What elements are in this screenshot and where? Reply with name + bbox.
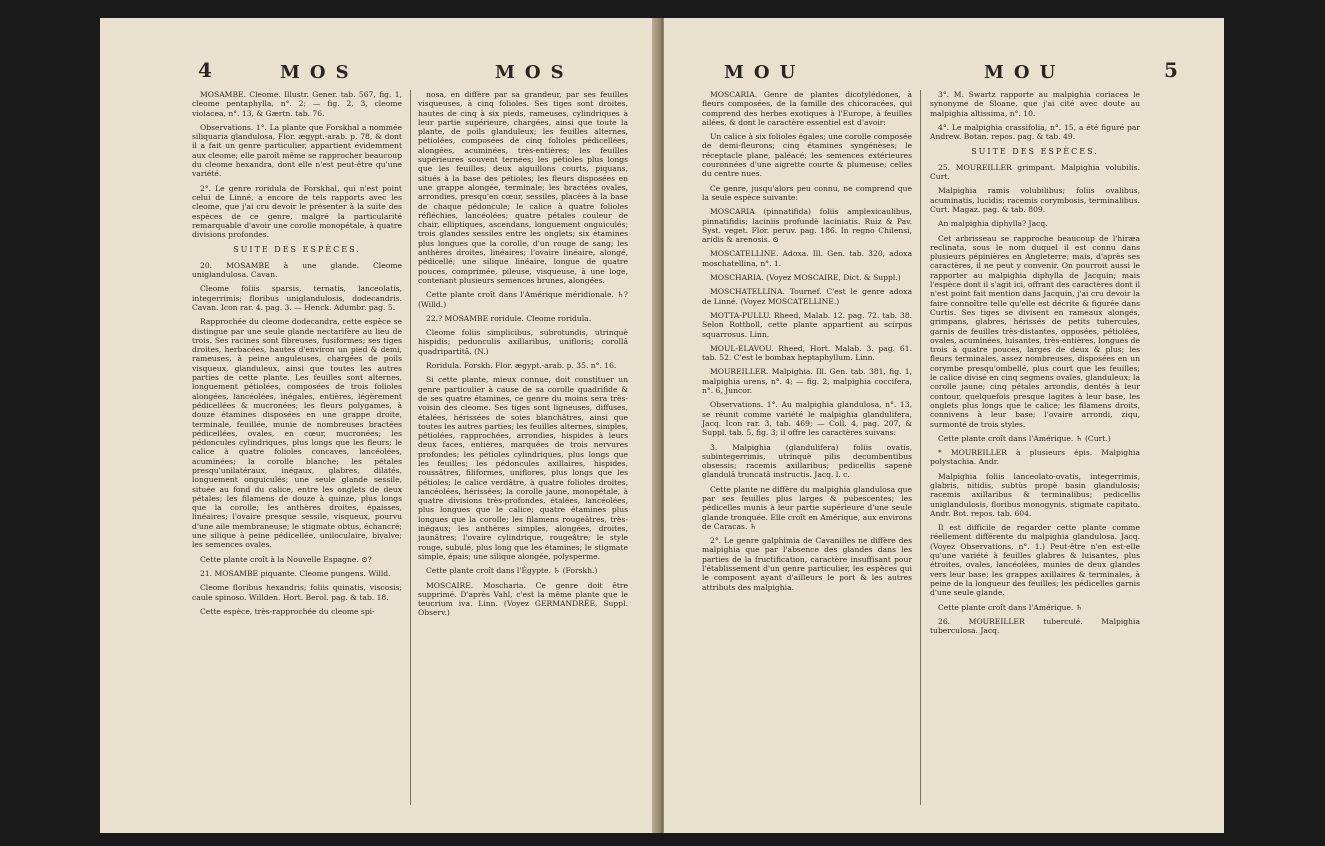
book-spread [100, 18, 1224, 833]
paragraph: Rapprochée du cleome dodecandra, cette espèce se distingue par une seule glande nectarifère au lieu de trois. Ses racines sont fibreuses, fusiformes; ses tiges droites, herbacées, hautes d'environ un pied & demi, rameuses, à peine anguleuses, chargées de poils visqueux, glanduleux, ainsi que toutes les autres parties de cette plante. Les feuilles sont alternes, longuement pétiolées, composées de trois folioles alongées, lancéolées, inégales, entières, légèrement pédicellées & mucronées; les fleurs polygames, à douze étamines disposées en une grappe droite, terminale, feuillée, munie de nombreuses bractées pédicellées, ovales, en cœur, mucronées; les pédoncules cylindriques, plus longs que les fleurs; le calice à quatre folioles concaves, lancéolées, acuminées; la corolle blanche; les pétales presqu'unilatéraux, inégaux, glabres, dilatés, longuement onguiculés; une seule glande sessile, située au fond du calice, entre les onglets de deux pétales; les filamens de douze à quinze, plus longs que la corolle; les anthères droites, épaisses, linéaires; l'ovaire presque sessile, visqueux, pourvu d'une aile membraneuse; le stigmate obtus, échancré; une silique à peine pédicellée, uniloculaire, bivalve; les semences ovales. [192, 317, 402, 550]
paragraph: Cleome foliis simplicibus, subrotundis, utrinquè hispidis; pedunculis axillaribus, unifloris; corollâ quadripartitâ. (N.) [418, 328, 628, 356]
paragraph: Cette plante croît dans l'Égypte. ♄ (Forskh.) [426, 566, 598, 576]
paragraph: 2°. Le genre galphimia de Cavanilles ne diffère des malpighia que par l'absence des glandes dans les parties de la fructification, caractère insuffisant pour l'établissement d'un genre particulier, les espèces qui le composent ayant d'ailleurs le port & les autres attributs des malpighia. [702, 536, 912, 592]
right-page [664, 18, 1224, 833]
paragraph: MOSCATELLINE. Adoxa. Ill. Gen. tab. 320, adoxa moschatellina, n°. 1. [702, 249, 912, 268]
paragraph: Malpighia ramis volubilibus; foliis ovalibus, acuminatis, lucidis; racemis corymbosis, terminalibus. Curt. Magaz. pag. & tab. 809. [930, 186, 1140, 214]
paragraph: Observations. 1°. La plante que Forskhal a nommée siliquaria glandulosa, Flor. ægypt.-arab. p. 78, & dont il a fait un genre particulier, appartient évidemment aux cleome; elle paroît même se rapprocher beaucoup du cleome hexandra, dont elle n'est peut-être qu'une variété. [192, 122, 402, 179]
paragraph: Cette plante croît dans l'Amérique. ♄ [938, 602, 1083, 612]
paragraph: MOSCARIA. Genre de plantes dicotylédones, à fleurs composées, de la famille des chicoracées, qui comprend des herbes exotiques à l'Europe, à feuilles ailées, & dont le caractère essentiel est d'avoir: [702, 90, 912, 127]
right-column-1 [702, 90, 912, 597]
paragraph: Cleome foliis sparsis, ternatis, lanceolatis, integerrimis; floribus uniglandulosis, dodecandris. Cavan. Icon rar. 4. pag. 3. — Henck. Adumbr. pag. 5. [192, 284, 402, 312]
paragraph: Si cette plante, mieux connue, doit constituer un genre particulier à cause de sa corolle quadrifide & de ses quatre étamines, ce genre du moins sera très-voisin des cleome. Ses tiges sont ligneuses, diffuses, étalées, hérissées de soies blanchâtres, ainsi que toutes les autres parties; les feuilles alternes, simples, pétiolées, rapprochées, arrondies, hispides à leurs deux faces, entières, marquées de trois nervures profondes; les pétioles cylindriques, plus longs que les feuilles; les pédoncules axillaires, hispides, roussâtres, filiformes, uniflores, plus longs que les pétioles; le calice verdâtre, à quatre folioles droites, lancéolées, hérissées; la corolle jaune, monopétale, à quatre divisions très-profondes, étalées, lancéolées, plus longues que le calice; quatre étamines plus longues que la corolle; les filamens rougeâtres, très-inégaux; les anthères simples, alongées, droites, jaunâtres; l'ovaire cylindrique, rougeâtre; le style rouge, subulé, plus long que les étamines; le stigmate simple, épais; une silique alongée, polysperme. [418, 375, 628, 561]
section-heading: SUITE DES ESPÈCES. [233, 245, 361, 255]
section-heading: SUITE DES ESPÈCES. [971, 147, 1099, 157]
paragraph: Cette plante ne diffère du malpighia glandulosa que par ses feuilles plus larges & pubescentes; les pédicelles munis à leur partie supérieure d'une seule glande tronquée. Elle croît en Amérique, aux environs de Caracas. ♄ [702, 484, 912, 531]
paragraph: 2°. Le genre roridula de Forskhal, qui n'est point celui de Linné, a encore de tels rapports avec les cleome, que j'ai cru devoir le présenter à la suite des espèces de ce genre, malgré la particularité remarquable d'avoir une corolle monopétale, à quatre divisions profondes. [192, 183, 402, 240]
paragraph: 25. MOUREILLER grimpant. Malpighia volubilis. Curt. [930, 162, 1140, 182]
paragraph: MOSCARIA (pinnatifida) foliis amplexicaulibus, pinnatifidis; laciniis profundè laciniatis. Ruiz & Pav. Syst. veget. Flor. peruv. pag. 186. In regno Chilensi, aridis & arenosis. ⊙ [702, 207, 912, 245]
running-head-left-1: MOS [280, 62, 359, 83]
paragraph: Cette plante croît dans l'Amérique. ♄ (Curt.) [938, 433, 1111, 443]
paragraph: MOSCHATELLINA. Tournef. C'est le genre adoxa de Linné. (Voyez MOSCATELLINE.) [702, 287, 912, 306]
paragraph: Un calice à six folioles égales; une corolle composée de demi-fleurons; cinq étamines syngénèses; le réceptacle plane, paléacé; les semences extérieures couronnées d'une aigrette courte & plumeuse; celles du centre nues. [702, 132, 913, 179]
paragraph: An malpighia diphylla? Jacq. [938, 219, 1048, 229]
running-head-right-1: MOU [724, 62, 806, 83]
left-column-1 [192, 90, 402, 621]
paragraph: MOTTA-PULLU. Rheed, Malab. 12. pag. 72. tab. 38. Selon Rottboll, cette plante appartient au scirpus squarrosus. Linn. [702, 310, 912, 339]
right-column-2 [930, 90, 1140, 640]
left-column-2 [418, 90, 628, 623]
page-number-right: 5 [1164, 58, 1178, 82]
paragraph: MOUREILLER. Malpighia. Ill. Gen. tab. 381, fig. 1, malpighia urens, n°. 4; — fig. 2, malpighia coccifera, n°. 6, Juncor. [702, 367, 912, 396]
paragraph: MOUL-ELAVOU. Rheed, Hort. Malab. 3. pag. 61. tab. 52. C'est le bombax heptaphyllum. Linn. [702, 343, 912, 363]
paragraph: nosa, en diffère par sa grandeur, par ses feuilles visqueuses, à cinq folioles. Ses tiges sont droites, hautes de cinq à six pieds, rameuses, cylindriques à leur partie supérieure, chargées, ainsi que toute la plante, de poils glanduleux; les feuilles alternes, pétiolées, composées de cinq folioles pédicellées, alongées, acuminées, très-entières; les feuilles supérieures souvent ternées; les pétioles plus longs que les feuilles; deux aiguillons courts, piquans, situés à la base des pétioles; les fleurs disposées en une grappe alongée, terminale; les bractées ovales, arrondies, presqu'en cœur, sessiles, placées à la base de chaque pédoncule; le calice à quatre folioles réfléchies, lancéolées; quatre pétales couleur de chair, elliptiques, ascendans, longuement onguiculés; trois glandes sessiles entre les onglets; six étamines plus longues que la corolle, d'un rouge de sang; les anthères droites, linéaires; l'ovaire linéaire, alongé, pédicellé; une silique linéaire, longue de quatre pouces, comprimée, pileuse, visqueuse, à une loge, contenant plusieurs semences brunes, alongées. [418, 90, 628, 285]
paragraph: Observations. 1°. Au malpighia glandulosa, n°. 13, se réunit comme variété le malpighia glandulifera, Jacq. Icon rar. 3, tab. 469; — Coll. 4, pag. 207, & Suppl. tab. 5, fig. 3; il offre les caractères suivans: [702, 400, 912, 438]
paragraph: Cleome floribus hexandris; foliis quinatis, viscosis; caule spinoso. Willden. Hort. Berol. pag. & tab. 18. [192, 583, 402, 602]
paragraph: 22.? MOSAMBE roridule. Cleome roridula. [426, 313, 592, 323]
paragraph: * MOUREILLER à plusieurs épis. Malpighia polystachia. Andr. [930, 448, 1140, 467]
paragraph: 21. MOSAMBE piquante. Cleome pungens. Willd. [200, 568, 391, 578]
paragraph: 3°. M. Swartz rapporte au malpighia coriacea le synonyme de Sloane, que j'ai cité avec doute au malpighia altissima, n°. 10. [930, 90, 1140, 118]
paragraph: Malpighia foliis lanceolato-ovatis, integerrimis, glabris, nitidis, subtùs propè basin glandulosis; racemis axillaribus & terminalibus; pedicellis uniglandulosis, floribus monogynis, stigmate capitato. Andr. Bot. repos. tab. 604. [930, 471, 1140, 518]
paragraph: MOSCAIRE. Moscharia. Ce genre doit être supprimé. D'après Vahl, c'est la même plante que le teucrium iva. Linn. (Voyez GERMANDRÉE, Suppl. Observ.) [418, 580, 628, 618]
paragraph: Cette plante croît à la Nouvelle Espagne. ⊙? [200, 554, 372, 564]
paragraph: Ce genre, jusqu'alors peu connu, ne comprend que la seule espèce suivante: [702, 183, 912, 202]
paragraph: 4°. Le malpighia crassifolia, n°. 15, a été figuré par Andrew. Botan. repos. pag. & tab. 49. [930, 122, 1140, 142]
paragraph: Il est difficile de regarder cette plante comme réellement différente du malpighia glandulosa. Jacq. (Voyez Observations, n°. 1.) Peut-être n'en est-elle qu'une variété à feuilles glabres & luisantes, plus étroites, ovales, lancéolées, munies de deux glandes vers leur base; les grappes axillaires & terminales, à peine de la longueur des feuilles; les pédicelles garnis d'une seule glande. [930, 523, 1140, 598]
paragraph: MOSAMBE. Cleome. Illustr. Gener. tab. 567, fig. 1, cleome pentaphylla, n°. 2; — fig. 2, 3, cleome violacea, n°. 13, & Gærtn. tab. 76. [192, 90, 402, 118]
page-number-left: 4 [198, 58, 212, 82]
running-head-right-2: MOU [984, 62, 1066, 83]
paragraph: MOSCHARIA. (Voyez MOSCAIRE, Dict. & Suppl.) [710, 273, 901, 283]
paragraph: 3. Malpighia (glandulifera) foliis ovatis, subintegerrimis, utrinquè pilis decumbentibus obsessis; racemis axillaribus; pedicellis sapenè glandulâ truncatâ instructis. Jacq. l. c. [702, 442, 912, 480]
column-rule-left [410, 90, 411, 805]
paragraph: Cet arbrisseau se rapproche beaucoup de l'hiræa reclinata, sous le nom duquel il est connu dans plusieurs pépinières en Angleterre; mais, d'après ses caractères, il ne peut y convenir. On pourroit aussi le rapporter au malpighia diphylla de Jacquin; mais l'espèce dont il s'agit ici, offrant des caractères dont il n'est point fait mention dans Jacquin, j'ai cru devoir la faire connoître telle qu'elle est décrite & figurée dans Curtis. Ses tiges se divisent en rameaux alongés, grimpans, glabres, hérissés de petits tubercules, garnis de feuilles très-distantes, opposées, pétiolées, ovales, acuminées, luisantes, très-entières, longues de trois à quatre pouces, larges de deux & plus; les fleurs terminales, assez nombreuses, disposées en un corymbe presqu'ombellé, plus court que les feuilles; le calice divisé en cinq segmens ovales, glanduleux; la corolle jaune; cinq pétales arrondis, dentés à leur contour, quelquefois presque lagites à leur base, les onglets plus longs que le calice; les filamens droits, connivens à leur base; l'ovaire arrondi, ziqu, surmonté de trois styles. [930, 233, 1140, 429]
running-head-left-2: MOS [495, 62, 574, 83]
left-page [100, 18, 660, 833]
paragraph: 26. MOUREILLER tuberculé. Malpighia tuberculosa. Jacq. [930, 616, 1140, 636]
paragraph: 20. MOSAMBE à une glande. Cleome uniglandulosa. Cavan. [192, 260, 402, 280]
paragraph: Cette plante croît dans l'Amérique méridionale. ♄? (Willd.) [418, 290, 628, 309]
paragraph: Cette espèce, très-rapprochée du cleome spi- [200, 606, 375, 616]
paragraph: Roridula. Forskh. Flor. ægypt.-arab. p. 35. n°. 16. [426, 361, 617, 371]
column-rule-right [920, 90, 921, 805]
